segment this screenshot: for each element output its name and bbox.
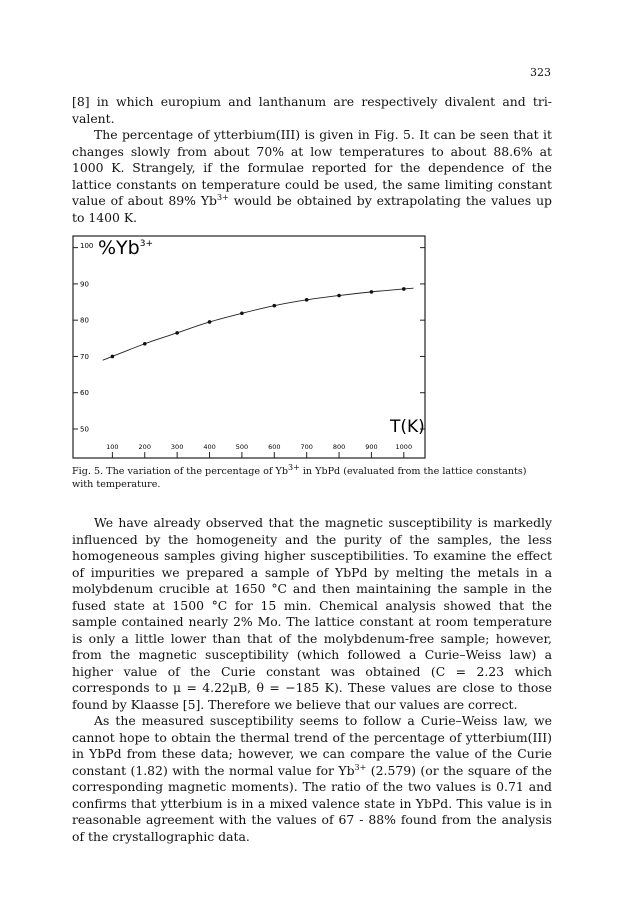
- data-curve: [103, 288, 414, 360]
- y-tick-label: 50: [80, 425, 89, 434]
- x-tick-label: 800: [332, 443, 346, 451]
- data-point: [175, 331, 179, 335]
- superscript: 3+: [216, 192, 229, 202]
- data-point: [208, 320, 212, 324]
- y-tick-label: 90: [80, 280, 89, 289]
- top-text: [72, 94, 552, 226]
- paragraph-text: As the measured susceptibility seems to follow a Curie–Weiss law, we cannot hope to obtain the thermal trend of the percentage of ytterbium(III) in YbPd from these data; however, we can compare the value of the Curie constant (1.82) with the normal value for Yb: [72, 713, 552, 778]
- data-point: [305, 298, 309, 302]
- x-tick-label: 700: [300, 443, 313, 451]
- x-axis-label: T(K): [390, 417, 425, 437]
- y-tick-label: 80: [80, 316, 89, 325]
- paragraph-susceptibility: We have already observed that the magnetic susceptibility is markedly influenced by the homogeneity and the purity of the samples, the less homogeneous samples giving higher susceptibilities. To examine the effect of impurities we prepared a sample of YbPd by melting the metals in a molybdenum crucible at 1650 °C and then maintaining the sample in the fused state at 1500 °C for 15 min. Chemical analysis showed that the sample contained nearly 2% Mo. The lattice constant at room temperature is only a little lower than that of the molybdenum-free sample; however, from the magnetic susceptibility (which followed a Curie–Weiss law) a higher value of the Curie constant was obtained (C = 2.23 which corresponds to μ = 4.22μB, θ = −185 K). These values are close to those found by Klaasse [5]. Therefore we believe that our values are correct.: [72, 515, 552, 712]
- data-point: [143, 342, 147, 346]
- y-tick-label-top: 100: [80, 242, 94, 250]
- paragraph-curie-constant: [72, 713, 552, 845]
- figure-caption: [72, 462, 532, 491]
- x-tick-label: 600: [268, 443, 281, 451]
- page-number: 323: [530, 66, 551, 79]
- chart-frame: [73, 236, 425, 458]
- x-tick-label: 200: [138, 443, 151, 451]
- x-tick-label: 900: [365, 443, 378, 451]
- paragraph-ytterbium-percentage: [72, 127, 552, 226]
- caption-text: Fig. 5. The variation of the percentage of Yb: [72, 466, 288, 477]
- chart-svg: [70, 234, 430, 464]
- paragraph-continuation: [8] in which europium and lanthanum are respectively divalent and tri-valent.: [72, 94, 552, 126]
- y-tick-label: 60: [80, 389, 89, 398]
- data-point: [370, 290, 374, 294]
- x-tick-label: 400: [203, 443, 216, 451]
- data-points: [111, 287, 406, 358]
- caption-superscript: 3+: [287, 462, 300, 472]
- caption-text-tail: in YbPd (evaluated from the lattice constants) with temperature.: [72, 466, 527, 490]
- superscript: 3+: [354, 762, 367, 772]
- x-tick-label: 100: [106, 443, 119, 451]
- data-point: [272, 304, 276, 308]
- figure-5: [70, 234, 430, 464]
- data-point: [111, 355, 115, 359]
- paragraph-text-tail: would be obtained by extrapolating the values up to 1400 K.: [72, 193, 552, 225]
- x-tick-label: 300: [170, 443, 184, 451]
- data-point: [337, 294, 341, 298]
- paragraph-text: The percentage of ytterbium(III) is given in Fig. 5. It can be seen that it changes slowly from about 70% at low temperatures to about 88.6% at 1000 K. Strangely, if the formulae reported for the dependence of the lattice constants on temperature could be used, the same limiting constant value of about 89% Yb: [72, 127, 552, 208]
- paragraph-text-tail: (2.579) (or the square of the corresponding magnetic moments). The ratio of the two values is 0.71 and confirms that ytterbium is in a mixed valence state in YbPd. This value is in reasonable agreement with the values of 67 - 88% found from the analysis of the crystallographic data.: [72, 762, 552, 844]
- y-tick-label: 70: [80, 352, 89, 361]
- y-axis-ticks: [73, 248, 425, 434]
- y-axis-label: $\%Yb^{3+}$: [98, 237, 154, 259]
- data-point: [240, 311, 244, 315]
- x-axis-ticks: [106, 443, 412, 458]
- bottom-text: [72, 515, 552, 845]
- data-point: [402, 287, 406, 291]
- x-tick-label: 1000: [395, 443, 413, 451]
- x-tick-label: 500: [235, 443, 249, 451]
